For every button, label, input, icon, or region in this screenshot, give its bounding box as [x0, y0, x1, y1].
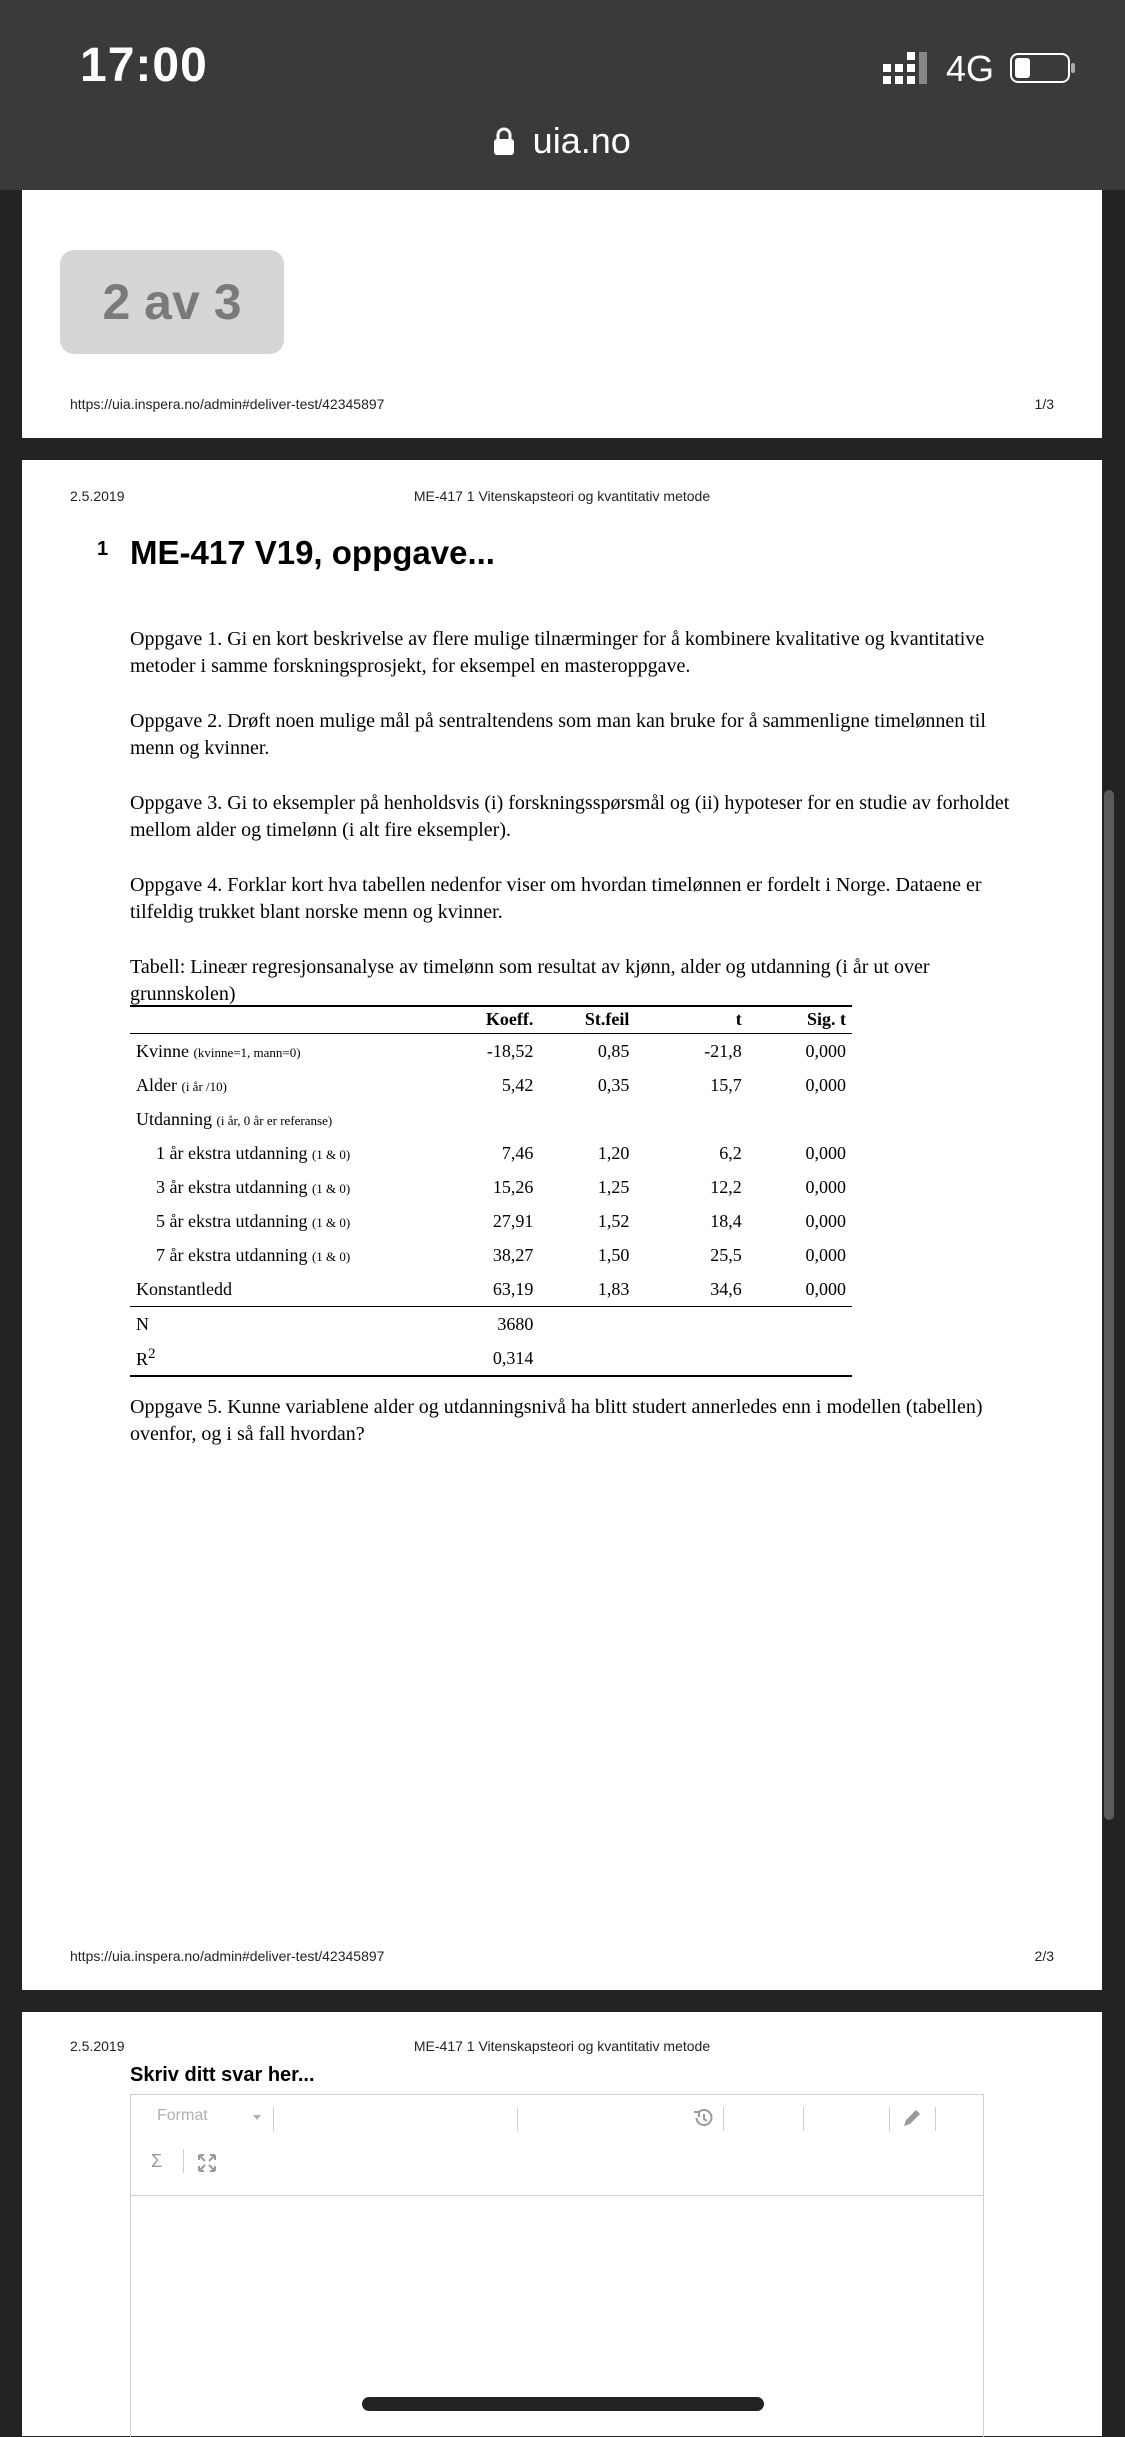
- cell-coef: 38,27: [492, 1244, 534, 1265]
- footer-page-number: 2/3: [1034, 1948, 1054, 1964]
- task-3-text: Oppgave 3. Gi to eksempler på henholdsvis (i) forskningsspørsmål og (ii) hypoteser for en studie av forholdet mellom alder og timelønn (i alt fire eksempler).: [130, 792, 1010, 841]
- header-course: ME-417 1 Vitenskapsteori og kvantitativ metode: [413, 488, 711, 504]
- row-label: R: [136, 1349, 149, 1369]
- cell-se: 1,25: [597, 1176, 630, 1197]
- header-date: 2.5.2019: [70, 2038, 125, 2054]
- table-caption: Tabell: Lineær regresjonsanalyse av timelønn som resultat av kjønn, alder og utdanning (i år ut over grunnskolen): [130, 956, 930, 1005]
- url-text: uia.no: [532, 120, 631, 161]
- row-note: (1 & 0): [311, 1180, 351, 1196]
- cell-se: 1,50: [597, 1244, 630, 1265]
- cell-coef: 15,26: [492, 1176, 534, 1197]
- cell-se: [539, 1102, 635, 1136]
- cell-sig: 0,000: [805, 1244, 846, 1265]
- answer-label: Skriv ditt svar her...: [130, 2064, 315, 2086]
- table-row: [130, 1272, 852, 1307]
- cell-se: 0,35: [597, 1074, 630, 1095]
- table-row: [130, 1238, 852, 1272]
- pdf-page-1: [22, 190, 1102, 438]
- row-note: (1 & 0): [311, 1146, 351, 1162]
- table-row: [130, 1307, 852, 1342]
- row-note: (1 & 0): [311, 1214, 351, 1230]
- cell-t: [635, 1102, 747, 1136]
- status-time: 17:00: [80, 39, 208, 92]
- row-label: 3 år ekstra utdanning: [156, 1176, 308, 1197]
- table-row: [130, 1102, 852, 1136]
- table-row: [130, 1204, 852, 1238]
- pdf-page-2: [22, 460, 1102, 1990]
- lock-icon: [494, 127, 514, 155]
- table-row: [130, 1170, 852, 1204]
- task-5-text: Oppgave 5. Kunne variablene alder og utdanningsnivå ha blitt studert annerledes enn i modellen (tabellen) ovenfor, og i så fall hvordan?: [130, 1396, 983, 1445]
- toolbar-divider: [889, 2107, 890, 2131]
- battery-icon: [1010, 53, 1076, 83]
- table-row: [130, 1068, 852, 1102]
- cell-t: 12,2: [710, 1176, 742, 1197]
- table-header-label: [130, 1006, 426, 1034]
- toolbar-divider: [517, 2107, 518, 2131]
- answer-editor[interactable]: [130, 2094, 984, 2437]
- cell-se: 1,20: [597, 1142, 630, 1163]
- cell-sig: 0,000: [805, 1074, 846, 1095]
- toolbar-divider: [935, 2107, 936, 2131]
- scrollbar[interactable]: [1104, 790, 1114, 1820]
- table-header-t: t: [635, 1006, 747, 1034]
- cell-coef: 5,42: [501, 1074, 534, 1095]
- cell-se: 1,83: [597, 1278, 630, 1299]
- table-header-row: [130, 1006, 852, 1034]
- cell-coef: [426, 1102, 540, 1136]
- toolbar-divider: [803, 2107, 804, 2131]
- row-note: (kvinne=1, mann=0): [193, 1044, 301, 1060]
- row-label: N: [136, 1313, 149, 1334]
- address-bar[interactable]: [0, 120, 1125, 170]
- cell-sig: 0,000: [805, 1210, 846, 1231]
- row-note: (1 & 0): [311, 1248, 351, 1264]
- cell-sig: 0,000: [805, 1176, 846, 1197]
- row-superscript: 2: [148, 1346, 156, 1362]
- row-label: Kvinne: [136, 1040, 189, 1061]
- task-4-text: Oppgave 4. Forklar kort hva tabellen nedenfor viser om hvordan timelønnen er fordelt i Norge. Dataene er tilfeldig trukket blant norske menn og kvinner.: [130, 874, 982, 923]
- table-row: [130, 1341, 852, 1376]
- cell-se: 0,85: [597, 1040, 630, 1061]
- sigma-icon[interactable]: Σ: [151, 2151, 163, 2171]
- question-title: ME-417 V19, oppgave...: [130, 534, 495, 571]
- table-header-coef: Koeff.: [426, 1006, 540, 1034]
- task-1-text: Oppgave 1. Gi en kort beskrivelse av flere mulige tilnærminger for å kombinere kvalitative og kvantitative metoder i samme forskningsprosjekt, for eksempel en masteroppgave.: [130, 628, 985, 677]
- row-label: 1 år ekstra utdanning: [156, 1142, 308, 1163]
- signal-icon: [883, 52, 931, 86]
- cell-coef: 7,46: [501, 1142, 534, 1163]
- table-header-sig: Sig. t: [748, 1006, 852, 1034]
- history-icon[interactable]: [693, 2107, 715, 2129]
- task-2-text: Oppgave 2. Drøft noen mulige mål på sentraltendens som man kan bruke for å sammenligne timelønnen til menn og kvinner.: [130, 710, 986, 759]
- row-label: 7 år ekstra utdanning: [156, 1244, 308, 1265]
- toolbar-divider: [723, 2107, 724, 2131]
- pencil-icon[interactable]: [901, 2107, 923, 2129]
- row-note: (i år /10): [181, 1078, 227, 1094]
- row-label: Konstantledd: [136, 1278, 232, 1299]
- row-label: Utdanning: [136, 1108, 212, 1129]
- pdf-page-3: [22, 2012, 1102, 2436]
- table-row: [130, 1136, 852, 1170]
- fullscreen-icon[interactable]: [197, 2153, 217, 2173]
- cell-coef: 27,91: [492, 1210, 534, 1231]
- chevron-down-icon: [253, 2115, 261, 2120]
- network-type: 4G: [946, 48, 995, 89]
- cell-coef: 63,19: [492, 1278, 534, 1299]
- status-bar: [0, 0, 1125, 120]
- row-note: (i år, 0 år er referanse): [216, 1112, 333, 1128]
- cell-t: -21,8: [704, 1040, 742, 1061]
- cell-t: 18,4: [710, 1210, 742, 1231]
- cell-t: 34,6: [710, 1278, 742, 1299]
- cell-sig: 0,000: [805, 1142, 846, 1163]
- question-number: 1: [97, 538, 109, 560]
- cell-coef: -18,52: [486, 1040, 534, 1061]
- home-indicator[interactable]: [362, 2397, 764, 2411]
- regression-table: [130, 1005, 852, 1377]
- row-label: 5 år ekstra utdanning: [156, 1210, 308, 1231]
- cell-sig: 0,000: [805, 1278, 846, 1299]
- page-indicator: 2 av 3: [60, 250, 284, 354]
- footer-url: https://uia.inspera.no/admin#deliver-test/42345897: [70, 396, 385, 412]
- footer-url: https://uia.inspera.no/admin#deliver-test/42345897: [70, 1948, 385, 1964]
- cell-coef: 0,314: [426, 1341, 540, 1376]
- table-row: [130, 1034, 852, 1069]
- cell-coef: 3680: [426, 1307, 540, 1342]
- footer-page-number: 1/3: [1034, 396, 1054, 412]
- toolbar-divider: [273, 2107, 274, 2131]
- table-header-se: St.feil: [539, 1006, 635, 1034]
- format-dropdown[interactable]: Format: [157, 2107, 208, 2124]
- toolbar-divider: [183, 2149, 184, 2173]
- cell-sig: 0,000: [805, 1040, 846, 1061]
- editor-toolbar: [131, 2095, 983, 2196]
- cell-se: 1,52: [597, 1210, 630, 1231]
- header-date: 2.5.2019: [70, 488, 125, 504]
- row-label: Alder: [136, 1074, 177, 1095]
- cell-sig: [748, 1102, 852, 1136]
- cell-t: 6,2: [719, 1142, 742, 1163]
- cell-t: 15,7: [710, 1074, 742, 1095]
- header-course: ME-417 1 Vitenskapsteori og kvantitativ metode: [413, 2038, 711, 2054]
- cell-t: 25,5: [710, 1244, 742, 1265]
